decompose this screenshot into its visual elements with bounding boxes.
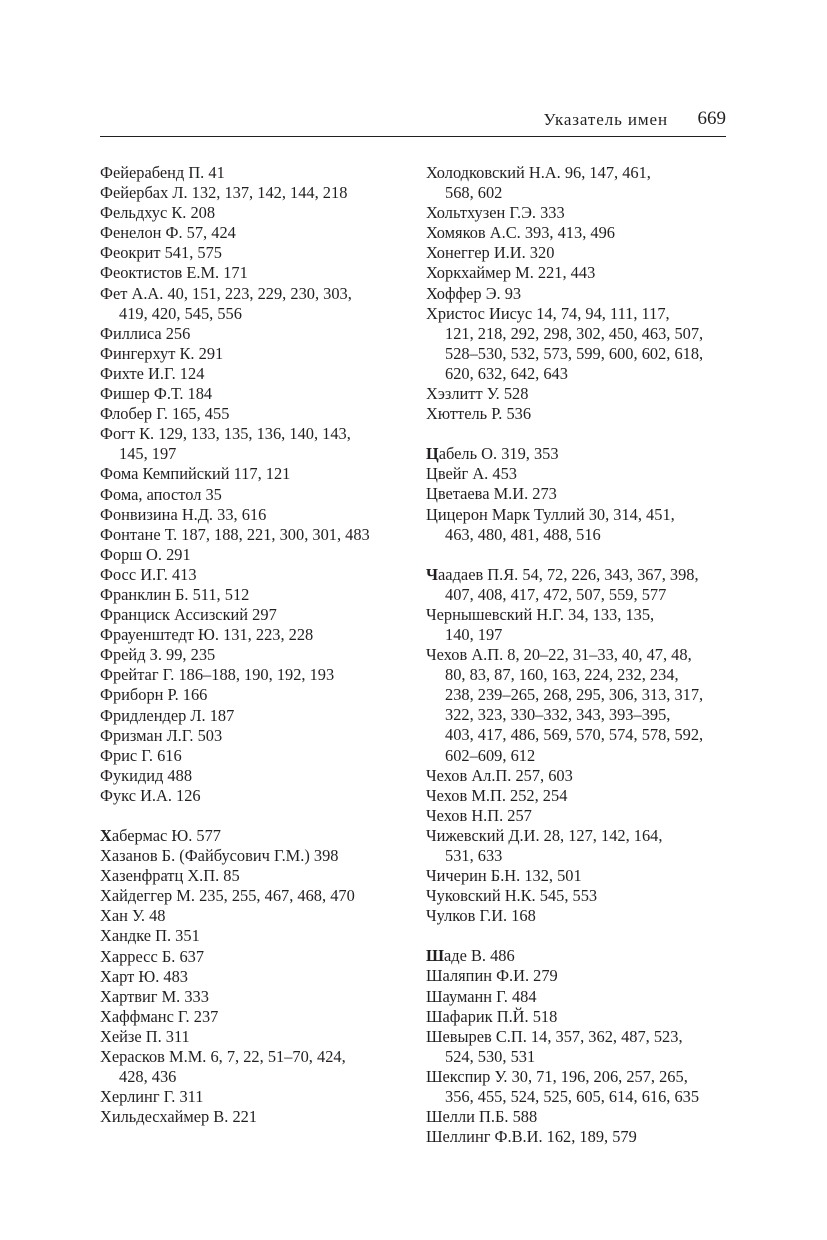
index-entry-line: Шаляпин Ф.И. 279 (426, 966, 558, 986)
index-entry (100, 786, 400, 806)
index-entry-continuation: 121, 218, 292, 298, 302, 450, 463, 507, (445, 323, 704, 343)
index-entry-line: Хэзлитт У. 528 (426, 384, 529, 404)
index-entry (426, 906, 730, 926)
index-column-right (426, 163, 730, 1147)
index-entry-line: Хандке П. 351 (100, 926, 200, 946)
letter-group-initial: Ч (426, 564, 439, 584)
index-entry-line: Хонеггер И.И. 320 (426, 243, 555, 263)
index-entry-line: Флобер Г. 165, 455 (100, 404, 230, 424)
index-entry (426, 404, 730, 424)
index-entry-line: Хейзе П. 311 (100, 1026, 190, 1046)
index-entry-line: Чижевский Д.И. 28, 127, 142, 164, (426, 825, 663, 845)
index-entry-line: Фукс И.А. 126 (100, 785, 201, 805)
index-entry (100, 987, 400, 1007)
index-entry-line: Фризман Л.Г. 503 (100, 725, 223, 745)
index-entry-line: аадаев П.Я. 54, 72, 226, 343, 367, 398, (438, 564, 699, 584)
letter-group-initial: Х (100, 826, 112, 845)
index-entry (426, 304, 730, 384)
index-entry (100, 886, 400, 906)
index-entry (100, 866, 400, 886)
index-entry-line: Фрейтаг Г. 186–188, 190, 192, 193 (100, 665, 335, 685)
letter-group-gap (426, 926, 730, 946)
index-entry-line: Шафарик П.Й. 518 (426, 1006, 558, 1026)
index-entry-continuation: 403, 417, 486, 569, 570, 574, 578, 592, (445, 725, 704, 745)
index-entry-line: Фридлендер Л. 187 (100, 705, 235, 725)
index-entry (426, 484, 730, 504)
index-entry-line: Фосс И.Г. 413 (100, 564, 197, 584)
index-entry (100, 404, 400, 424)
index-entry-line: Харресс Б. 637 (100, 946, 205, 966)
index-entry (426, 946, 730, 966)
index-entry-line: Шауманн Г. 484 (426, 986, 537, 1006)
index-entry (100, 505, 400, 525)
index-entry-line: Чехов М.П. 252, 254 (426, 785, 568, 805)
index-entry (100, 967, 400, 987)
index-entry (100, 685, 400, 705)
index-entry-continuation: 145, 197 (119, 444, 177, 464)
index-entry-line: Фрауенштедт Ю. 131, 223, 228 (100, 625, 314, 645)
index-entry-line: Фет А.А. 40, 151, 223, 229, 230, 303, (100, 283, 352, 303)
index-entry (100, 625, 400, 645)
index-entry (426, 645, 730, 766)
index-entry-continuation: 140, 197 (445, 624, 503, 644)
index-entry-line: Чехов Н.П. 257 (426, 805, 532, 825)
index-entry-line: Чехов А.П. 8, 20–22, 31–33, 40, 47, 48, (426, 645, 692, 665)
index-entry (100, 826, 400, 846)
index-entry-line: Хильдесхаймер В. 221 (100, 1107, 258, 1127)
index-entry (426, 243, 730, 263)
index-entry (100, 1027, 400, 1047)
running-header-title: Указатель имен (543, 110, 668, 129)
index-entry-line: Франклин Б. 511, 512 (100, 584, 250, 604)
index-entry-line: аде В. 486 (444, 946, 515, 966)
index-entry (100, 344, 400, 364)
index-entry-line: Шевырев С.П. 14, 357, 362, 487, 523, (426, 1026, 683, 1046)
index-entry-line: Фингерхут К. 291 (100, 343, 224, 363)
letter-group-initial: Ш (426, 946, 444, 966)
index-entry-line: Цицерон Марк Туллий 30, 314, 451, (426, 504, 675, 524)
index-entry-line: Херлинг Г. 311 (100, 1087, 204, 1107)
index-entry-continuation: 419, 420, 545, 556 (119, 303, 242, 323)
index-entry-line: Чулков Г.И. 168 (426, 906, 536, 926)
index-entry (100, 706, 400, 726)
index-entry (100, 223, 400, 243)
index-entry (100, 284, 400, 324)
index-entry-line: Шелли П.Б. 588 (426, 1107, 538, 1127)
index-entry (426, 766, 730, 786)
index-entry-line: Харт Ю. 483 (100, 966, 188, 986)
index-entry (100, 545, 400, 565)
index-entry (100, 163, 400, 183)
index-entry-line: Форш О. 291 (100, 544, 191, 564)
index-entry-line: Хан У. 48 (100, 906, 166, 926)
index-entry-line: Хартвиг М. 333 (100, 986, 209, 1006)
index-entry (100, 203, 400, 223)
index-entry (100, 263, 400, 283)
index-entry-line: Холодковский Н.А. 96, 147, 461, (426, 163, 651, 182)
index-entry (100, 183, 400, 203)
index-entry-line: абель О. 319, 353 (438, 444, 559, 464)
index-entry (426, 284, 730, 304)
index-entry-continuation: 524, 530, 531 (445, 1046, 536, 1066)
index-entry-line: Фогт К. 129, 133, 135, 136, 140, 143, (100, 424, 351, 444)
index-entry (100, 464, 400, 484)
index-entry-line: Феокрит 541, 575 (100, 243, 222, 263)
index-entry (426, 605, 730, 645)
page-number: 669 (697, 108, 726, 129)
index-entry-line: Чехов Ал.П. 257, 603 (426, 765, 573, 785)
index-entry (426, 505, 730, 545)
index-entry-continuation: 407, 408, 417, 472, 507, 559, 577 (445, 584, 667, 604)
index-entry-continuation: 531, 633 (445, 846, 503, 865)
index-entry-line: Хюттель Р. 536 (426, 404, 532, 424)
index-entry (100, 726, 400, 746)
index-entry (426, 966, 730, 986)
index-entry (426, 1007, 730, 1027)
index-entry (426, 786, 730, 806)
index-entry (426, 1067, 730, 1107)
letter-group-initial: Ц (426, 444, 439, 464)
index-entry-continuation: 602–609, 612 (445, 745, 536, 765)
index-entry-line: Фукидид 488 (100, 765, 193, 785)
index-entry-line: Чернышевский Н.Г. 34, 133, 135, (426, 604, 655, 624)
index-entry-line: Хазанов Б. (Файбусович Г.М.) 398 (100, 846, 339, 866)
index-entry (100, 565, 400, 585)
index-entry (426, 826, 730, 866)
index-entry-line: Цветаева М.И. 273 (426, 484, 557, 504)
index-entry-line: Фриборн Р. 166 (100, 685, 208, 705)
index-entry (426, 263, 730, 283)
index-entry (426, 163, 730, 203)
index-entry-line: Фельдхус К. 208 (100, 203, 216, 223)
index-entry-line: Фонвизина Н.Д. 33, 616 (100, 504, 267, 524)
letter-group-gap (100, 806, 400, 826)
index-entry-line: Хазенфратц Х.П. 85 (100, 866, 240, 886)
index-entry-line: Шекспир У. 30, 71, 196, 206, 257, 265, (426, 1066, 688, 1086)
index-entry-continuation: 528–530, 532, 573, 599, 600, 602, 618, (445, 343, 704, 363)
index-entry (100, 947, 400, 967)
index-entry (100, 926, 400, 946)
index-entry-line: Фейерабенд П. 41 (100, 163, 225, 182)
index-entry-continuation: 568, 602 (445, 183, 503, 203)
index-entry-line: Чуковский Н.К. 545, 553 (426, 886, 598, 906)
index-entry-line: Хоркхаймер М. 221, 443 (426, 263, 596, 283)
index-entry-line: Фома Кемпийский 117, 121 (100, 464, 291, 484)
index-entry (100, 1007, 400, 1027)
index-entry-continuation: 463, 480, 481, 488, 516 (445, 524, 601, 544)
index-entry (100, 605, 400, 625)
index-entry-line: Хольтхузен Г.Э. 333 (426, 203, 565, 223)
index-entry (426, 1107, 730, 1127)
index-entry (100, 525, 400, 545)
index-entry (426, 1027, 730, 1067)
index-entry (100, 665, 400, 685)
index-entry-continuation: 428, 436 (119, 1067, 177, 1087)
running-header (100, 108, 726, 137)
index-entry (100, 324, 400, 344)
index-entry (100, 1107, 400, 1127)
index-entry (100, 645, 400, 665)
index-entry-continuation: 620, 632, 642, 643 (445, 363, 568, 383)
index-entry (426, 464, 730, 484)
index-entry (426, 384, 730, 404)
index-entry-line: Фрейд З. 99, 235 (100, 645, 216, 665)
letter-group-gap (426, 424, 730, 444)
index-entry-line: Фрис Г. 616 (100, 745, 182, 765)
index-entry (100, 585, 400, 605)
index-entry-line: Шеллинг Ф.В.И. 162, 189, 579 (426, 1127, 637, 1147)
index-entry (100, 1087, 400, 1107)
index-entry (426, 806, 730, 826)
index-entry-continuation: 356, 455, 524, 525, 605, 614, 616, 635 (445, 1087, 700, 1107)
index-entry-continuation: 322, 323, 330–332, 343, 393–395, (445, 705, 671, 725)
index-entry (100, 384, 400, 404)
index-entry (100, 746, 400, 766)
index-entry-continuation: 80, 83, 87, 160, 163, 224, 232, 234, (445, 665, 679, 685)
index-entry-line: Фома, апостол 35 (100, 484, 222, 504)
index-entry (426, 444, 730, 464)
index-entry (100, 766, 400, 786)
letter-group-gap (426, 545, 730, 565)
index-entry-line: Франциск Ассизский 297 (100, 605, 277, 625)
index-entry-line: Фейербах Л. 132, 137, 142, 144, 218 (100, 183, 348, 203)
index-entry-line: Фихте И.Г. 124 (100, 363, 205, 383)
index-entry-line: Херасков М.М. 6, 7, 22, 51–70, 424, (100, 1047, 346, 1067)
index-entry (100, 243, 400, 263)
index-entry (426, 1127, 730, 1147)
index-entry (426, 886, 730, 906)
index-entry-line: Цвейг А. 453 (426, 464, 517, 484)
index-entry (426, 203, 730, 223)
index-entry (100, 1047, 400, 1087)
index-entry-line: Фишер Ф.Т. 184 (100, 384, 213, 404)
index-entry (100, 906, 400, 926)
index-entry-line: Феоктистов Е.М. 171 (100, 263, 248, 283)
index-entry-continuation: 238, 239–265, 268, 295, 306, 313, 317, (445, 685, 704, 705)
index-column-left (100, 163, 400, 1127)
index-entry (426, 987, 730, 1007)
index-entry (100, 364, 400, 384)
index-entry-line: Хайдеггер М. 235, 255, 467, 468, 470 (100, 886, 355, 906)
index-entry (100, 485, 400, 505)
index-entry (100, 424, 400, 464)
index-entry-line: Филлиса 256 (100, 323, 191, 343)
index-entry (426, 866, 730, 886)
index-entry (426, 565, 730, 605)
index-entry-line: абермас Ю. 577 (111, 826, 221, 845)
index-entry-line: Хаффманс Г. 237 (100, 1006, 219, 1026)
index-entry (426, 223, 730, 243)
index-entry-line: Фенелон Ф. 57, 424 (100, 223, 236, 243)
index-entry-line: Хоффер Э. 93 (426, 283, 522, 303)
index-entry-line: Чичерин Б.Н. 132, 501 (426, 866, 582, 886)
index-entry-line: Христос Иисус 14, 74, 94, 111, 117, (426, 303, 670, 323)
index-entry-line: Хомяков А.С. 393, 413, 496 (426, 223, 615, 243)
index-entry (100, 846, 400, 866)
index-entry-line: Фонтане Т. 187, 188, 221, 300, 301, 483 (100, 524, 370, 544)
